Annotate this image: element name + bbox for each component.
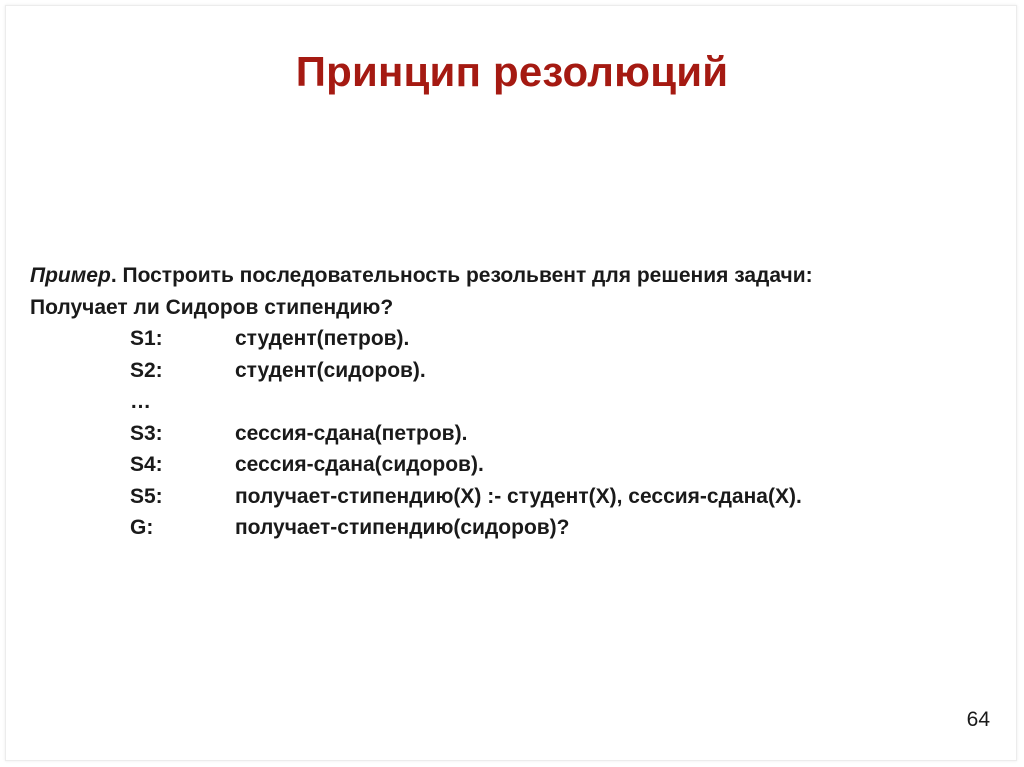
clause-ellipsis: … bbox=[130, 390, 151, 413]
page-number: 64 bbox=[966, 708, 990, 731]
clause-text: студент(петров). bbox=[235, 327, 410, 350]
clause-row bbox=[130, 449, 1010, 481]
clause-list bbox=[130, 323, 1010, 544]
clause-text: сессия-сдана(сидоров). bbox=[235, 453, 484, 476]
clause-label: S4: bbox=[130, 453, 163, 476]
clause-row bbox=[130, 481, 1010, 513]
goal-label: G: bbox=[130, 516, 154, 539]
slide-body bbox=[30, 260, 1010, 544]
clause-text bbox=[235, 386, 1010, 418]
clause-label: S2: bbox=[130, 358, 163, 382]
example-emphasis: Пример bbox=[30, 264, 111, 287]
clause-text: получает-стипендию(X) :- студент(X), сессия-сдана(X). bbox=[235, 484, 802, 508]
clause-row bbox=[130, 418, 1010, 450]
goal-text: получает-стипендию(сидоров)? bbox=[235, 516, 570, 539]
clause-row bbox=[130, 386, 1010, 418]
clause-label: S1: bbox=[130, 327, 163, 350]
clause-label: S5: bbox=[130, 484, 163, 508]
slide-title: Принцип резолюций bbox=[295, 48, 729, 95]
clause-label: S3: bbox=[130, 421, 163, 445]
clause-text: студент(сидоров). bbox=[235, 358, 426, 382]
intro-line-1 bbox=[30, 260, 1010, 292]
clause-row bbox=[130, 512, 1010, 544]
clause-row bbox=[130, 355, 1010, 387]
intro-line-2: Получает ли Сидоров стипендию? bbox=[30, 295, 394, 319]
intro-line-1-text: . Построить последовательность резольвент для решения задачи: bbox=[110, 264, 813, 287]
clause-row bbox=[130, 323, 1010, 355]
clause-text: сессия-сдана(петров). bbox=[235, 421, 468, 445]
